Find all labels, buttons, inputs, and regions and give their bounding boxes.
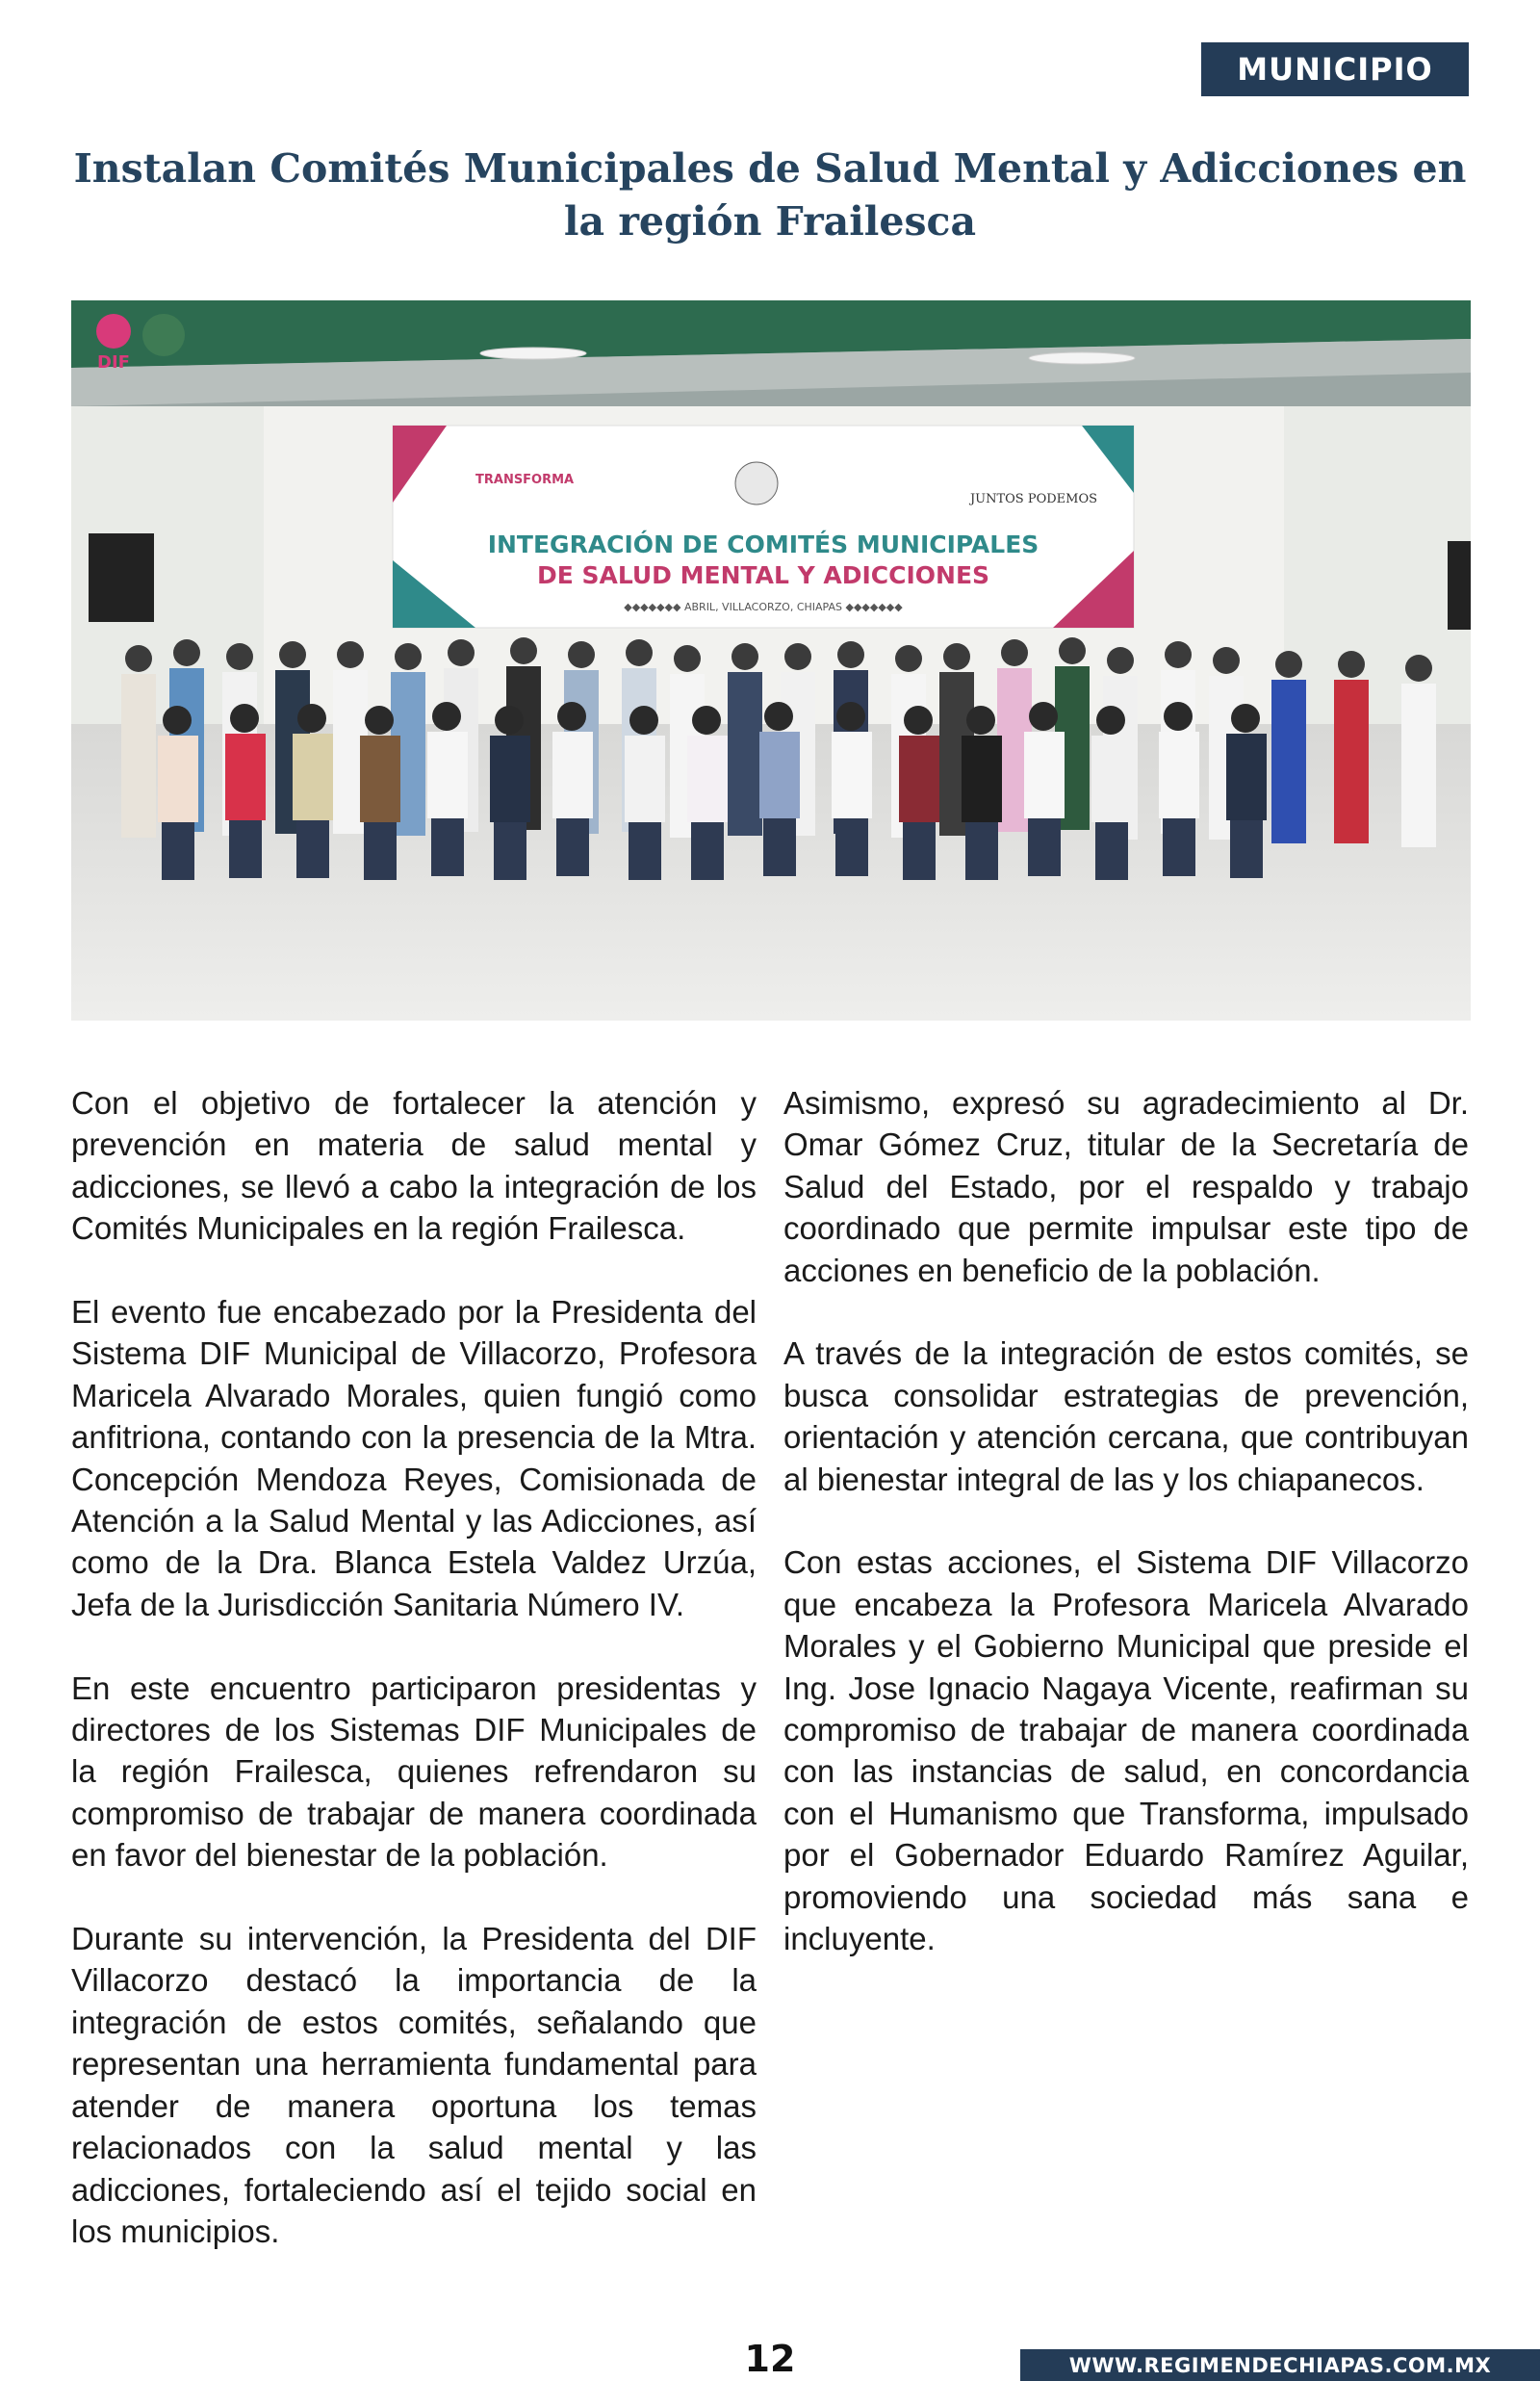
banner-title-line1: INTEGRACIÓN DE COMITÉS MUNICIPALES (487, 531, 1040, 558)
section-tag (1201, 42, 1469, 96)
dif-logo-text: DIF (97, 352, 130, 373)
banner-title-line2: DE SALUD MENTAL Y ADICCIONES (536, 561, 990, 589)
article-headline: Instalan Comités Municipales de Salud Mental y Adicciones en la región Frailesca (73, 145, 1467, 245)
paragraph: A través de la integración de estos comités, se busca consolidar estrategias de prevención, orientación y atención cercana, que contribuyan al bienestar integral de las y los chiapanecos. (783, 1335, 1469, 1497)
group-photo-illustration (71, 300, 1471, 1021)
paragraph: En este encuentro participaron presidentas y directores de los Sistemas DIF Municipales de la región Frailesca, quienes refrendaron su compromiso de trabajar de manera coordinada en favor del bienestar de la población. (71, 1669, 757, 1874)
paragraph: Con estas acciones, el Sistema DIF Villacorzo que encabeza la Profesora Maricela Alvarado Morales y el Gobierno Municipal que preside el Ing. Jose Ignacio Nagaya Vicente, reafirman su compromiso de trabajar de manera coordinada con las instancias de salud, en concordancia con el Humanismo que Transforma, impulsado por el Gobernador Eduardo Ramírez Aguilar, promoviendo una sociedad más sana e incluyente. (783, 1544, 1469, 1957)
page-number: 12 (744, 2338, 796, 2380)
paragraph: Con el objetivo de fortalecer la atención y prevención en materia de salud mental y adicciones, se llevó a cabo la integración de los Comités Municipales en la región Frailesca. (71, 1085, 757, 1247)
article-photo (71, 300, 1471, 1021)
footer-website[interactable] (1020, 2349, 1540, 2381)
footer-url-text: WWW.REGIMENDECHIAPAS.COM.MX (1068, 2353, 1492, 2377)
section-label: MUNICIPIO (1237, 51, 1433, 88)
banner-seal-icon (735, 462, 778, 505)
article-column-left (71, 1082, 757, 2294)
paragraph: Durante su intervención, la Presidenta del DIF Villacorzo destacó la importancia de la integración de estos comités, señalando que representan una herramienta fundamental para atender de manera oportuna los temas relacionados con la salud mental y las adicciones, fortaleciendo así el tejido social en los municipios. (71, 1921, 757, 2249)
banner-right-logo: JUNTOS PODEMOS (969, 492, 1098, 506)
article-column-right (783, 1082, 1469, 2002)
paragraph: El evento fue encabezado por la Presidenta del Sistema DIF Municipal de Villacorzo, Profesora Maricela Alvarado Morales, quien fungió como anfitriona, contando con la presencia de la Mtra. Concepción Mendoza Reyes, Comisionada de Atención a la Salud Mental y las Adicciones, así como de la Dra. Blanca Estela Valdez Urzúa, Jefa de la Jurisdicción Sanitaria Número IV. (71, 1294, 757, 1622)
paragraph: Asimismo, expresó su agradecimiento al Dr. Omar Gómez Cruz, titular de la Secretaría de Salud del Estado, por el respaldo y trabajo coordinado que permite impulsar este tipo de acciones en beneficio de la población. (783, 1085, 1469, 1288)
banner-left-logo: TRANSFORMA (475, 473, 575, 487)
banner-subtitle: ◆◆◆◆◆◆◆ ABRIL, VILLACORZO, CHIAPAS ◆◆◆◆◆◆◆ (624, 601, 903, 613)
